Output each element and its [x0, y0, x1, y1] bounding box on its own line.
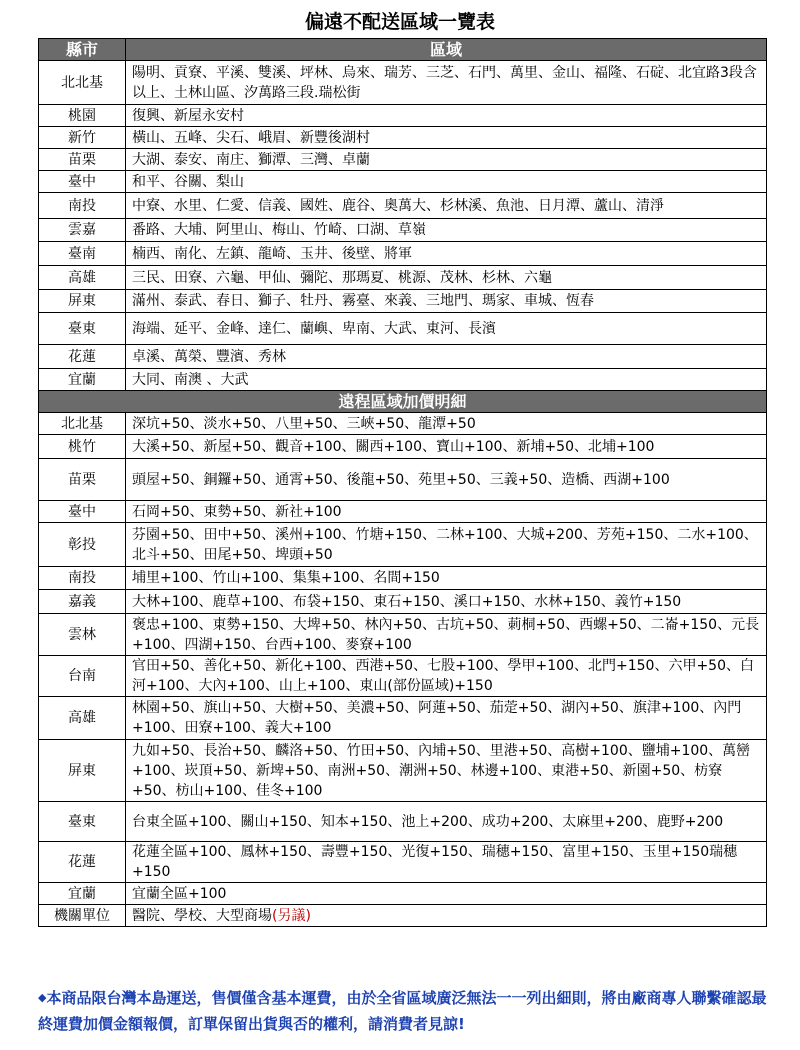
- areas-text: 大溪+50、新屋+50、觀音+100、關西+100、寶山+100、新埔+50、北埔+100: [132, 438, 655, 455]
- county-cell: 彰投: [39, 523, 126, 567]
- surcharge-section: [39, 413, 767, 927]
- county-cell: 宜蘭: [39, 883, 126, 905]
- areas-cell: [126, 127, 767, 149]
- areas-text: 滿州、泰武、春日、獅子、牡丹、霧臺、來義、三地門、瑪家、車城、恆春: [132, 293, 594, 309]
- areas-cell: [126, 905, 767, 927]
- table-row: [39, 242, 767, 266]
- county-cell: 苗栗: [39, 459, 126, 501]
- areas-cell: [126, 740, 767, 802]
- county-cell: 高雄: [39, 266, 126, 290]
- county-cell: 雲嘉: [39, 219, 126, 242]
- areas-cell: [126, 61, 767, 105]
- county-cell: 機關單位: [39, 905, 126, 927]
- areas-cell: [126, 567, 767, 590]
- table-row: [39, 219, 767, 242]
- table-row: [39, 697, 767, 740]
- areas-text: 台東全區+100、關山+150、知本+150、池上+200、成功+200、太麻里+200、鹿野+200: [132, 813, 724, 830]
- table-row: [39, 290, 767, 313]
- areas-text: 三民、田寮、六龜、甲仙、彌陀、那瑪夏、桃源、茂林、杉林、六龜: [132, 269, 552, 286]
- areas-text: 大林+100、鹿草+100、布袋+150、東石+150、溪口+150、水林+150、義竹+150: [132, 593, 682, 610]
- areas-cell: [126, 590, 767, 614]
- table-row: [39, 614, 767, 656]
- areas-text: 復興、新屋永安村: [132, 107, 244, 124]
- areas-text: 大同、南澳 、大武: [132, 371, 249, 388]
- areas-cell: [126, 149, 767, 171]
- county-cell: 雲林: [39, 614, 126, 656]
- areas-text: 九如+50、長治+50、麟洛+50、竹田+50、內埔+50、里港+50、高樹+100、鹽埔+100、萬巒+100、崁頂+50、新埤+50、南洲+50、潮洲+50、林邊+100、東港+50、新園+50、枋寮+50、枋山+100、佳冬+100: [132, 742, 751, 799]
- table-row: [39, 171, 767, 193]
- county-cell: 北北基: [39, 61, 126, 105]
- areas-text: 官田+50、善化+50、新化+100、西港+50、七股+100、學甲+100、北門+150、六甲+50、白河+100、大內+100、山上+100、東山(部份區域)+150: [132, 658, 754, 694]
- county-cell: 臺中: [39, 171, 126, 193]
- negotiable-note: (另議): [272, 907, 311, 924]
- areas-cell: [126, 802, 767, 842]
- table-row: [39, 905, 767, 927]
- table-row: [39, 567, 767, 590]
- table-row: [39, 590, 767, 614]
- areas-cell: [126, 883, 767, 905]
- areas-text: 楠西、南化、左鎮、龍崎、玉井、後壁、將軍: [132, 245, 412, 262]
- county-cell: 南投: [39, 193, 126, 219]
- areas-text: 林園+50、旗山+50、大樹+50、美濃+50、阿蓮+50、茄萣+50、湖內+50、旗津+100、內門+100、田寮+100、義大+100: [132, 700, 742, 736]
- table-row: [39, 369, 767, 391]
- footer-notice: [38, 985, 767, 1037]
- diamond-bullet-icon: ◆: [38, 991, 47, 1004]
- surcharge-section-heading: [39, 391, 767, 413]
- areas-cell: [126, 413, 767, 435]
- county-header: 縣市: [39, 39, 126, 61]
- county-cell: 花蓮: [39, 842, 126, 883]
- county-cell: 高雄: [39, 697, 126, 740]
- table-row: [39, 842, 767, 883]
- page-title: 偏遠不配送區域一覽表: [304, 11, 495, 33]
- table-row: [39, 523, 767, 567]
- areas-text: 陽明、貢寮、平溪、雙溪、坪林、烏來、瑞芳、三芝、石門、萬里、金山、福隆、石碇、北宜路3段含以上、土林山區、汐萬路三段.瑞松街: [132, 64, 757, 101]
- areas-text: 中寮、水里、仁愛、信義、國姓、鹿谷、奧萬大、杉林溪、魚池、日月潭、蘆山、清淨: [132, 197, 664, 214]
- table-row: [39, 193, 767, 219]
- table-row: [39, 435, 767, 459]
- table-row: [39, 656, 767, 697]
- areas-cell: [126, 266, 767, 290]
- table-row: [39, 740, 767, 802]
- county-cell: 花蓮: [39, 345, 126, 369]
- table-row: [39, 61, 767, 105]
- areas-cell: [126, 501, 767, 523]
- delivery-table: [38, 38, 767, 927]
- areas-cell: [126, 614, 767, 656]
- table-row: [39, 105, 767, 127]
- areas-cell: [126, 105, 767, 127]
- areas-cell: [126, 313, 767, 345]
- county-cell: 苗栗: [39, 149, 126, 171]
- areas-cell: [126, 219, 767, 242]
- county-cell: 北北基: [39, 413, 126, 435]
- table-row: [39, 127, 767, 149]
- table-row: [39, 413, 767, 435]
- areas-text: 芬園+50、田中+50、溪州+100、竹塘+150、二林+100、大城+200、芳苑+150、二水+100、北斗+50、田尾+50、埤頭+50: [132, 526, 758, 563]
- areas-text: 深坑+50、淡水+50、八里+50、三峽+50、龍潭+50: [132, 415, 476, 432]
- county-cell: 臺中: [39, 501, 126, 523]
- areas-cell: [126, 290, 767, 313]
- areas-cell: [126, 171, 767, 193]
- county-cell: 屏東: [39, 740, 126, 802]
- county-cell: 桃竹: [39, 435, 126, 459]
- areas-cell: [126, 697, 767, 740]
- table-row: [39, 313, 767, 345]
- areas-text: 大湖、泰安、南庄、獅潭、三灣、卓蘭: [132, 151, 370, 168]
- areas-cell: [126, 656, 767, 697]
- county-cell: 台南: [39, 656, 126, 697]
- areas-cell: [126, 242, 767, 266]
- areas-text: 石岡+50、東勢+50、新社+100: [132, 503, 342, 520]
- footer-text: 本商品限台灣本島運送，售價僅含基本運費，由於全省區域廣泛無法一一列出細則，將由廠商專人聯繫確認最終運費加價金額報價，訂單保留出貨與否的權利，請消費者見諒!: [38, 989, 767, 1033]
- areas-cell: [126, 523, 767, 567]
- table-row: [39, 802, 767, 842]
- county-cell: 屏東: [39, 290, 126, 313]
- areas-text: 花蓮全區+100、鳳林+150、壽豐+150、光復+150、瑞穗+150、富里+150、玉里+150瑞穗+150: [132, 844, 738, 880]
- county-cell: 嘉義: [39, 590, 126, 614]
- areas-text: 埔里+100、竹山+100、集集+100、名間+150: [132, 570, 440, 586]
- county-cell: 臺南: [39, 242, 126, 266]
- areas-text: 褒忠+100、東勢+150、大埤+50、林內+50、古坑+50、莿桐+50、西螺+50、二崙+150、元長+100、四湖+150、台西+100、麥寮+100: [132, 616, 760, 653]
- table-row: [39, 149, 767, 171]
- areas-cell: [126, 842, 767, 883]
- areas-text: 卓溪、萬榮、豐濱、秀林: [132, 348, 286, 365]
- table-row: [39, 266, 767, 290]
- region-header: 區域: [126, 39, 767, 61]
- areas-text: 橫山、五峰、尖石、峨眉、新豐後湖村: [132, 129, 370, 146]
- table-row: [39, 345, 767, 369]
- table-row: [39, 459, 767, 501]
- areas-text: 海端、延平、金峰、達仁、蘭嶼、卑南、大武、東河、長濱: [132, 320, 496, 337]
- table-row: [39, 883, 767, 905]
- county-cell: 桃園: [39, 105, 126, 127]
- county-cell: 南投: [39, 567, 126, 590]
- areas-cell: [126, 369, 767, 391]
- areas-text: 醫院、學校、大型商場: [132, 907, 272, 924]
- table-row: [39, 501, 767, 523]
- areas-cell: [126, 459, 767, 501]
- no-delivery-section: [39, 61, 767, 391]
- county-cell: 臺東: [39, 313, 126, 345]
- county-cell: 宜蘭: [39, 369, 126, 391]
- areas-cell: [126, 193, 767, 219]
- county-cell: 新竹: [39, 127, 126, 149]
- surcharge-header: 遠程區域加價明細: [39, 391, 767, 413]
- areas-text: 頭屋+50、銅鑼+50、通霄+50、後龍+50、苑里+50、三義+50、造橋、西湖+100: [132, 471, 670, 488]
- table-header-row: [39, 39, 767, 61]
- areas-cell: [126, 345, 767, 369]
- county-cell: 臺東: [39, 802, 126, 842]
- areas-text: 番路、大埔、阿里山、梅山、竹崎、口湖、草嶺: [132, 222, 426, 238]
- areas-cell: [126, 435, 767, 459]
- areas-text: 宜蘭全區+100: [132, 885, 227, 902]
- areas-text: 和平、谷關、梨山: [132, 173, 244, 190]
